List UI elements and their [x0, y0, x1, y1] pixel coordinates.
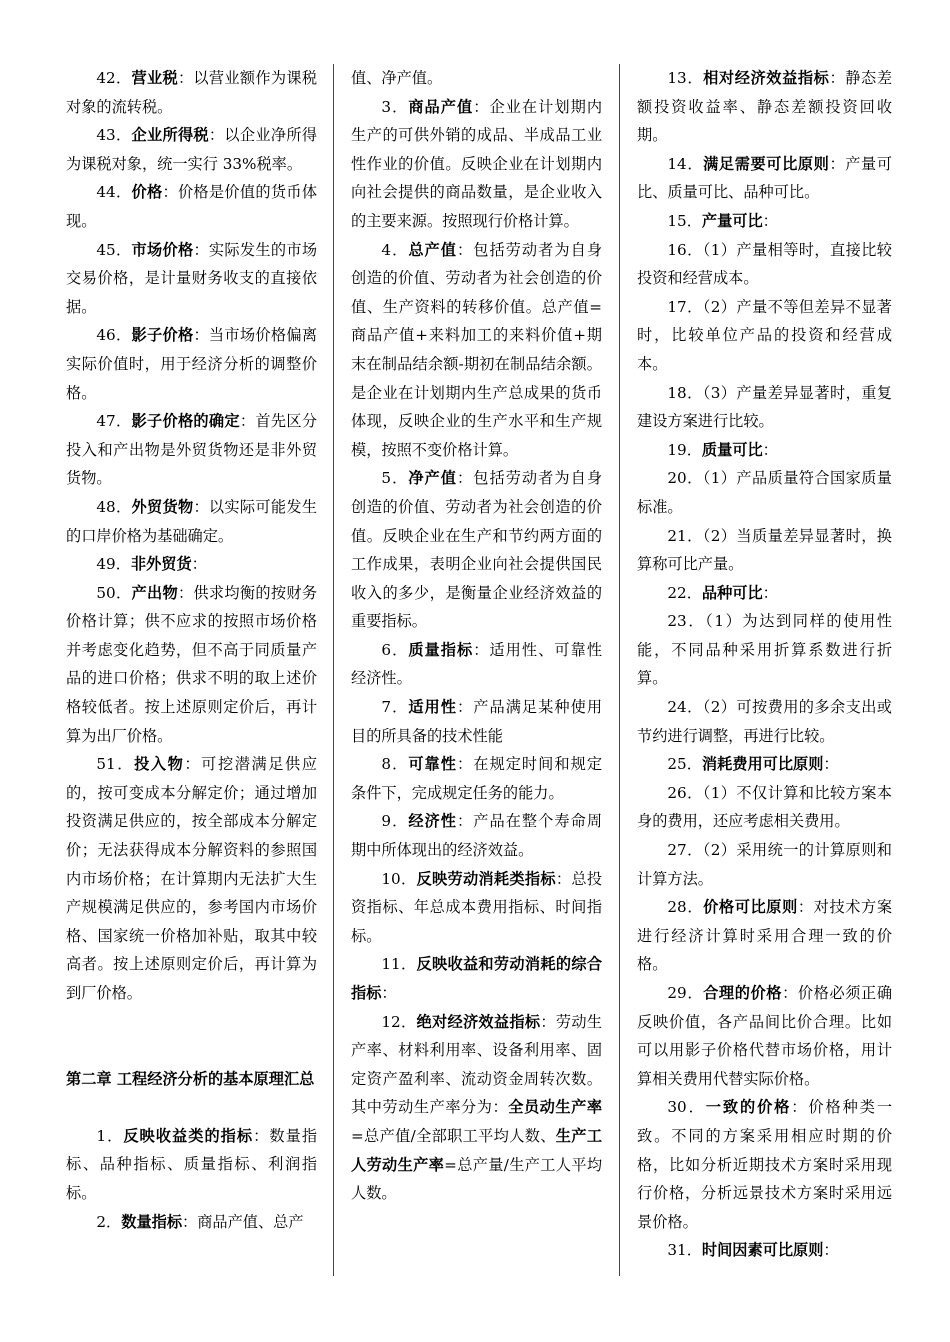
- paragraph-item: [351, 636, 602, 693]
- term: 价格可比原则: [703, 898, 798, 917]
- definition: ：首先区分投入和产出物是外贸货物还是非外贸货物。: [66, 412, 318, 488]
- term: 反映收益类的指标: [123, 1126, 254, 1145]
- definition: ：: [191, 555, 207, 574]
- column-divider-2: [619, 64, 620, 1276]
- paragraph-item: [637, 464, 892, 521]
- item-number: 21．: [667, 526, 703, 545]
- definition: ：: [762, 211, 778, 230]
- paragraph-item: [637, 607, 892, 693]
- definition: ：数量指标、品种指标、质量指标、利润指标。: [66, 1126, 318, 1202]
- paragraph-item: [637, 522, 892, 579]
- paragraph-item: [637, 436, 892, 465]
- paragraph-item: [351, 64, 602, 93]
- chapter-heading: 第二章 工程经济分析的基本原理汇总: [66, 1069, 315, 1088]
- item-number: 25．: [667, 755, 702, 774]
- definition: （1）为达到同样的使用性能，不同品种采用折算系数进行折算。: [637, 612, 892, 688]
- paragraph-item: [66, 236, 317, 322]
- item-number: 46．: [96, 326, 132, 345]
- definition: ：: [823, 1241, 839, 1260]
- definition: ：产品在整个寿命周期中所体现出的经济效益。: [351, 812, 603, 860]
- item-number: 7．: [381, 698, 409, 717]
- term: 影子价格: [131, 326, 194, 345]
- definition: ：静态差额投资收益率、静态差额投资回收期。: [637, 69, 893, 145]
- term: 生产工人劳动生产率: [351, 1126, 603, 1174]
- item-number: 31．: [667, 1241, 702, 1260]
- paragraph-item: [66, 321, 317, 407]
- definition: （2）产量不等但差异不显著时，比较单位产品的投资和经营成本。: [637, 297, 892, 373]
- definition: （2）当质量差异显著时，换算称可比产量。: [637, 526, 892, 574]
- item-number: 51．: [96, 755, 135, 774]
- term: 可靠性: [408, 755, 458, 774]
- term: 相对经济效益指标: [703, 69, 830, 87]
- term: 非外贸货: [130, 555, 192, 574]
- item-number: 27．: [667, 841, 703, 860]
- definition: ：: [381, 984, 397, 1002]
- definition: （1）产量相等时，直接比较投资和经营成本。: [637, 240, 892, 288]
- definition: =总产量/生产工人平均人数。: [351, 1155, 603, 1203]
- item-number: 22．: [667, 583, 702, 602]
- definition: ：价格是价值的货币体现。: [66, 183, 318, 230]
- definition: ：价格必须正确反映价值，各产品间比价合理。比如可以用影子价格代替市场价格，用计算相关费用代替实际价格。: [637, 984, 893, 1088]
- paragraph-item: [637, 207, 892, 236]
- item-number: 4．: [381, 240, 409, 259]
- item-number: 43．: [96, 126, 132, 145]
- term: 数量指标: [121, 1212, 182, 1231]
- paragraph-item: [351, 236, 602, 465]
- paragraph-item: [637, 693, 892, 750]
- item-number: 45．: [96, 240, 132, 259]
- item-number: 11．: [381, 955, 417, 974]
- item-number: 2．: [96, 1212, 122, 1231]
- term: 营业税: [131, 69, 178, 87]
- definition: ：在规定时间和规定条件下，完成规定任务的能力。: [351, 755, 603, 802]
- term: 全员动生产率: [508, 1098, 603, 1117]
- paragraph-item: [351, 865, 602, 951]
- term: 产出物: [131, 583, 178, 602]
- term: 市场价格: [131, 240, 194, 259]
- definition: ：产品满足某种使用目的所具备的技术性能: [351, 698, 603, 745]
- text-column-2: [351, 64, 602, 1208]
- definition: ：包括劳动者为自身创造的价值、劳动者为社会创造的价值、生产资料的转移价值。总产值=商品产值+来料加工的来料价值+期末在制品结余额-期初在制品结余额。是企业在计划期内生产总成果的货币体现，反映企业的生产水平和生产规模，按照不变价格计算。: [351, 240, 603, 459]
- paragraph-item: [637, 579, 892, 608]
- paragraph-item: [351, 1008, 602, 1208]
- definition: （2）可按费用的多余支出或节约进行调整，再进行比较。: [637, 698, 892, 745]
- item-number: 5．: [381, 469, 409, 488]
- term: 投入物: [134, 755, 185, 774]
- paragraph-item: [637, 1093, 892, 1236]
- paragraph-item: [66, 550, 317, 579]
- item-number: 17．: [667, 297, 703, 316]
- text-column-3: [637, 64, 892, 1265]
- item-number: 44．: [96, 183, 132, 202]
- item-number: 49．: [96, 555, 131, 574]
- item-number: 50．: [96, 583, 132, 602]
- term: 时间因素可比原则: [701, 1241, 824, 1260]
- definition: ：当市场价格偏离实际价值时，用于经济分析的调整价格。: [66, 326, 318, 402]
- term: 适用性: [408, 698, 458, 717]
- definition: ：以企业净所得为课税对象，统一实行 33%税率。: [66, 126, 318, 173]
- item-number: 30．: [667, 1098, 706, 1117]
- paragraph-item: [66, 579, 317, 751]
- term: 绝对经济效益指标: [416, 1012, 541, 1031]
- paragraph-item: [637, 1236, 892, 1265]
- item-number: 23．: [667, 612, 706, 631]
- spacer: [66, 1093, 317, 1122]
- paragraph-item: [351, 750, 602, 807]
- item-number: 19．: [667, 440, 702, 459]
- item-number: 9．: [381, 812, 409, 831]
- item-number: 28．: [667, 898, 704, 917]
- item-number: 20．: [667, 469, 703, 488]
- term: 价格: [131, 183, 163, 202]
- item-number: 12．: [381, 1012, 417, 1031]
- item-number: 3．: [381, 97, 409, 116]
- definition: （3）产量差异显著时，重复建设方案进行比较。: [637, 383, 892, 431]
- paragraph-item: [66, 121, 317, 178]
- definition: ：实际发生的市场交易价格，是计量财务收支的直接依据。: [66, 240, 318, 316]
- definition: ：商品产值、总产: [182, 1212, 304, 1231]
- definition: ：供求均衡的按财务价格计算；供不应求的按照市场价格并考虑变化趋势，但不高于同质量产品的进口价格；供求不明的取上述价格较低者。按上述原则定价后，再计算为出厂价格。: [66, 583, 318, 745]
- term: 外贸货物: [131, 497, 194, 516]
- item-number: 42．: [96, 69, 132, 87]
- term: 质量可比: [701, 440, 763, 459]
- term: 净产值: [408, 469, 458, 488]
- item-number: 15．: [667, 211, 702, 230]
- term: 品种可比: [701, 583, 763, 602]
- paragraph-item: [637, 379, 892, 436]
- text-column-1: [66, 64, 317, 1236]
- term: 消耗费用可比原则: [701, 755, 824, 774]
- item-number: 26．: [667, 783, 703, 802]
- item-number: 18．: [667, 383, 703, 402]
- paragraph-item: [637, 293, 892, 379]
- definition: ：: [762, 583, 778, 602]
- definition: ：劳动生产率、材料利用率、设备利用率、固定资产盈利率、流动资金周转次数。其中劳动生产率分为：: [351, 1012, 603, 1117]
- paragraph-item: [66, 493, 317, 550]
- term: 反映收益和劳动消耗的综合指标: [351, 955, 603, 1002]
- paragraph-item: [637, 64, 892, 150]
- paragraph-item: [637, 836, 892, 893]
- definition: ：适用性、可靠性经济性。: [351, 640, 603, 688]
- definition: ：: [823, 755, 839, 774]
- term: 影子价格的确定: [131, 412, 240, 431]
- definition: ：产量可比、质量可比、品种可比。: [637, 154, 893, 202]
- paragraph-item: [637, 750, 892, 779]
- term: 经济性: [408, 812, 458, 831]
- definition: ：以营业额作为课税对象的流转税。: [66, 69, 318, 116]
- paragraph-item: [637, 979, 892, 1093]
- column-divider-1: [333, 64, 334, 1276]
- paragraph-item: [351, 807, 602, 864]
- definition: ：可挖潜满足供应的，按可变成本分解定价；通过增加投资满足供应的，按全部成本分解定价；无法获得成本分解资料的参照国内市场价格；在计算期内无法扩大生产规模满足供应的，参考国内市场价格、国家统一价格加补贴，取其中较高者。按上述原则定价后，再计算为到厂价格。: [66, 755, 318, 1002]
- paragraph-item: [66, 1122, 317, 1208]
- spacer: [66, 1008, 317, 1065]
- definition: ：包括劳动者为自身创造的价值、劳动者为社会创造的价值。反映企业在生产和节约两方面的工作成果，表明企业向社会提供国民收入的多少，是衡量企业经济效益的重要指标。: [351, 469, 603, 631]
- term: 一致的价格: [705, 1098, 792, 1117]
- definition: ：价格种类一致。不同的方案采用相应时期的价格，比如分析近期技术方案时采用现行价格，分析远景技术方案时采用远景价格。: [637, 1098, 893, 1231]
- definition: （2）采用统一的计算原则和计算方法。: [637, 841, 892, 888]
- item-number: 29．: [667, 984, 704, 1002]
- item-number: 14．: [667, 154, 704, 173]
- item-number: 10．: [381, 869, 417, 888]
- item-number: 24．: [667, 698, 703, 717]
- definition: （1）产品质量符合国家质量标准。: [637, 469, 892, 516]
- paragraph-item: [351, 93, 602, 236]
- item-number: 48．: [96, 497, 132, 516]
- term: 质量指标: [408, 640, 474, 659]
- term: 商品产值: [408, 97, 474, 116]
- definition: 值、净产值。: [351, 69, 443, 87]
- item-number: 1．: [96, 1126, 124, 1145]
- item-number: 13．: [667, 69, 704, 87]
- definition: ：对技术方案进行经济计算时采用合理一致的价格。: [637, 898, 893, 974]
- term: 合理的价格: [703, 984, 783, 1002]
- term: 总产值: [408, 240, 458, 259]
- definition: =总产值/全部职工平均人数、: [351, 1126, 556, 1145]
- definition: ：: [762, 440, 778, 459]
- paragraph-item: [66, 750, 317, 1007]
- item-number: 8．: [381, 755, 409, 774]
- paragraph-item: [351, 950, 602, 1007]
- definition: （1）不仅计算和比较方案本身的费用，还应考虑相关费用。: [637, 783, 892, 831]
- term: 企业所得税: [131, 126, 209, 145]
- item-number: 6．: [381, 640, 409, 659]
- paragraph-item: [637, 893, 892, 979]
- definition: ：企业在计划期内生产的可供外销的成品、半成品工业性作业的价值。反映企业在计划期内向社会提供的商品数量，是企业收入的主要来源。按照现行价格计算。: [351, 97, 603, 230]
- paragraph-item: [66, 178, 317, 235]
- paragraph-item: [637, 236, 892, 293]
- paragraph-item: [66, 407, 317, 493]
- term: 产量可比: [701, 211, 763, 230]
- definition: ：总投资指标、年总成本费用指标、时间指标。: [351, 869, 603, 945]
- paragraph-item: [637, 150, 892, 207]
- term: 反映劳动消耗类指标: [416, 869, 556, 888]
- paragraph-item: [637, 779, 892, 836]
- term: 满足需要可比原则: [703, 154, 830, 173]
- paragraph-item: [351, 464, 602, 636]
- definition: ：以实际可能发生的口岸价格为基础确定。: [66, 497, 318, 545]
- item-number: 16．: [667, 240, 703, 259]
- paragraph-item: [351, 693, 602, 750]
- paragraph-item: [66, 64, 317, 121]
- paragraph-item: [66, 1208, 317, 1237]
- item-number: 47．: [96, 412, 132, 431]
